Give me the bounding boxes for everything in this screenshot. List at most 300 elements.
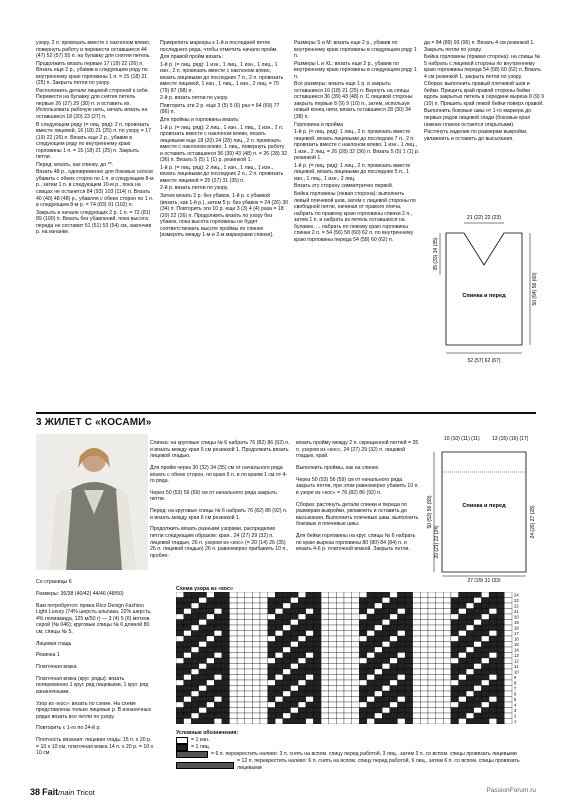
chart-cell xyxy=(275,592,283,598)
chart-cell xyxy=(336,658,344,664)
chart-cell xyxy=(214,686,222,692)
chart-cell xyxy=(298,603,306,609)
chart-cell xyxy=(443,664,451,670)
chart-cell xyxy=(336,609,344,615)
chart-cell xyxy=(481,708,489,714)
chart-cell xyxy=(397,614,405,620)
chart-cell xyxy=(184,658,192,664)
chart-cell xyxy=(313,631,321,637)
chart-cell xyxy=(474,647,482,653)
chart-cell xyxy=(443,680,451,686)
chart-cell xyxy=(313,598,321,604)
chart-cell xyxy=(229,702,237,708)
chart-cell xyxy=(459,620,467,626)
chart-cell xyxy=(397,598,405,604)
chart-cell xyxy=(481,592,489,598)
chart-cell xyxy=(474,609,482,615)
col2-paragraph: Для проймы и горловины вязать: xyxy=(160,117,240,124)
chart-cell xyxy=(260,719,268,725)
chart-cell xyxy=(237,614,245,620)
chart-cell xyxy=(413,592,421,598)
chart-cell xyxy=(229,625,237,631)
chart-cell xyxy=(474,598,482,604)
chart-cell xyxy=(481,631,489,637)
chart-cell xyxy=(413,691,421,697)
chart-cell xyxy=(321,625,329,631)
chart-cell xyxy=(313,686,321,692)
chart-cell xyxy=(275,631,283,637)
chart-cell xyxy=(252,620,260,626)
row-label: 17 xyxy=(514,631,519,636)
chart-cell xyxy=(268,631,276,637)
watermark: PassionForum.ru xyxy=(486,787,536,794)
chart-cell xyxy=(443,614,451,620)
col1-paragraph: В следующем ряду (= лиц. ряд): 2 п. провязать вместе лицевой, 16 (18) 21 (25) п. по узору = 17 (19) 22 (26) п. Вязать еще 2 р., убавив в следующем ряду по внутреннему краю горловины 1 п. = 15 (18) 21 (25) п. Закрыть петли. xyxy=(36,121,151,161)
chart-cell xyxy=(436,631,444,637)
chart-cell xyxy=(214,598,222,604)
chart-cell xyxy=(237,636,245,642)
chart-cell xyxy=(321,592,329,598)
chart-cell xyxy=(260,636,268,642)
chart-cell xyxy=(184,719,192,725)
chart-cell xyxy=(222,686,230,692)
chart-cell xyxy=(306,697,314,703)
chart-cell xyxy=(260,598,268,604)
chart-cell xyxy=(375,592,383,598)
chart-cell xyxy=(176,609,184,615)
chart-cell xyxy=(497,691,505,697)
chart-cell xyxy=(375,708,383,714)
chart-cell xyxy=(184,708,192,714)
chart-cell xyxy=(375,669,383,675)
chart-cell xyxy=(283,713,291,719)
chart-cell xyxy=(184,680,192,686)
chart-cell xyxy=(405,631,413,637)
chart-cell xyxy=(497,719,505,725)
chart-cell xyxy=(405,691,413,697)
chart-cell xyxy=(481,636,489,642)
chart-cell xyxy=(214,680,222,686)
chart-cell xyxy=(397,620,405,626)
chart-cell xyxy=(413,598,421,604)
chart-cell xyxy=(466,636,474,642)
chart-cell xyxy=(283,680,291,686)
chart-cell xyxy=(344,631,352,637)
schema-side-measure: 35 (33) 34 (35) xyxy=(433,237,439,271)
chart-cell xyxy=(229,598,237,604)
chart-cell xyxy=(252,702,260,708)
chart-cell xyxy=(375,647,383,653)
chart-cell xyxy=(283,697,291,703)
chart-cell xyxy=(359,620,367,626)
chart-cell xyxy=(367,708,375,714)
chart-cell xyxy=(237,603,245,609)
chart-cell xyxy=(481,675,489,681)
chart-cell xyxy=(291,675,299,681)
chart-cell xyxy=(497,620,505,626)
chart-cell xyxy=(474,642,482,648)
chart-cell xyxy=(352,702,360,708)
chart-cell xyxy=(237,609,245,615)
chart-cell xyxy=(497,708,505,714)
chart-cell xyxy=(359,686,367,692)
chart-cell xyxy=(459,686,467,692)
chart-cell xyxy=(474,653,482,659)
chart-cell xyxy=(184,691,192,697)
chart-cell xyxy=(352,642,360,648)
chart-cell xyxy=(489,620,497,626)
chart-cell xyxy=(436,636,444,642)
chart-cell xyxy=(207,708,215,714)
row-label: 23 xyxy=(514,598,519,603)
chart-cell xyxy=(291,609,299,615)
chart-cell xyxy=(390,631,398,637)
chart-cell xyxy=(268,647,276,653)
chart-cell xyxy=(199,713,207,719)
chart-cell xyxy=(375,719,383,725)
chart-cell xyxy=(313,719,321,725)
chart-cell xyxy=(397,609,405,615)
chart-cell xyxy=(229,675,237,681)
chart-cell xyxy=(481,658,489,664)
chart-cell xyxy=(245,614,253,620)
chart-cell xyxy=(222,592,230,598)
chart-cell xyxy=(313,609,321,615)
chart-cell xyxy=(481,713,489,719)
colb1-paragraph: Платочная вязка xyxy=(36,664,77,671)
chart-cell xyxy=(459,702,467,708)
chart-cell xyxy=(191,713,199,719)
schema-b-top-b: 13 (15) (16) (17) xyxy=(492,436,529,442)
chart-cell xyxy=(191,719,199,725)
chart-cell xyxy=(420,691,428,697)
chart-cell xyxy=(352,713,360,719)
chart-cell xyxy=(428,675,436,681)
chart-cell xyxy=(474,603,482,609)
chart-cell xyxy=(420,603,428,609)
chart-cell xyxy=(474,614,482,620)
chart-cell xyxy=(352,614,360,620)
row-label: 22 xyxy=(514,603,519,609)
chart-cell xyxy=(191,675,199,681)
chart-cell xyxy=(390,669,398,675)
chart-cell xyxy=(291,620,299,626)
chart-cell xyxy=(359,642,367,648)
chart-cell xyxy=(405,719,413,725)
chart-cell xyxy=(420,636,428,642)
chart-cell xyxy=(298,686,306,692)
chart-cell xyxy=(207,592,215,598)
chart-cell xyxy=(443,647,451,653)
chart-cell xyxy=(291,647,299,653)
chart-cell xyxy=(191,658,199,664)
chart-cell xyxy=(466,708,474,714)
chart-cell xyxy=(436,603,444,609)
chart-cell xyxy=(306,609,314,615)
chart-cell xyxy=(489,680,497,686)
chart-cell xyxy=(268,658,276,664)
chart-cell xyxy=(199,631,207,637)
colb3-paragraph: Сборка: растянуть детали спинки и переда по размерам выкройки, увлажнить и оставить до высыхания. Выполнить плечевые швы, выполнить боковые и плечевые швы. xyxy=(296,501,419,528)
chart-cell xyxy=(489,625,497,631)
chart-cell xyxy=(497,664,505,670)
chart-cell xyxy=(443,598,451,604)
chart-cell xyxy=(397,697,405,703)
chart-cell xyxy=(474,691,482,697)
chart-cell xyxy=(268,642,276,648)
chart-cell xyxy=(252,636,260,642)
chart-cell xyxy=(382,664,390,670)
chart-cell xyxy=(481,664,489,670)
chart-cell xyxy=(344,598,352,604)
chart-cell xyxy=(283,647,291,653)
chart-cell xyxy=(504,669,512,675)
chart-cell xyxy=(298,642,306,648)
chart-cell xyxy=(359,664,367,670)
chart-cell xyxy=(451,625,459,631)
chart-cell xyxy=(352,697,360,703)
chart-cell xyxy=(207,713,215,719)
chart-cell xyxy=(298,702,306,708)
col2-paragraph: Затем вязать 2 р. без убавок, 1-й р. с убавкой (вязать, как 1-й р.), затем 5 р. без убавок = 24 (26) 30 (34) п. Повторить эти 10 р. еще 3 (3) 4 (4) раза = 18 (20) 22 (26) п. Продолжить вязать по узору без убавок, пока высота горловины не будет соответствовать высоте проймы по спинке [измерять между 1-м и 2-м маркерами спинки]. xyxy=(160,193,288,239)
col3-paragraph: Вязать эту сторону симметрично первой. xyxy=(294,183,394,190)
chart-cell xyxy=(245,620,253,626)
chart-cell xyxy=(489,603,497,609)
chart-cell xyxy=(207,647,215,653)
chart-cell xyxy=(504,708,512,714)
chart-cell xyxy=(405,669,413,675)
chart-cell xyxy=(199,664,207,670)
chart-cell xyxy=(229,658,237,664)
chart-cell xyxy=(329,669,337,675)
chart-cell xyxy=(344,642,352,648)
chart-cell xyxy=(184,598,192,604)
chart-cell xyxy=(321,620,329,626)
chart-cell xyxy=(291,697,299,703)
chart-cell xyxy=(252,592,260,598)
chart-cell xyxy=(252,686,260,692)
chart-cell xyxy=(489,664,497,670)
chart-cell xyxy=(474,702,482,708)
chart-cell xyxy=(245,680,253,686)
chart-cell xyxy=(481,620,489,626)
chart-cell xyxy=(275,664,283,670)
chart-cell xyxy=(405,664,413,670)
chart-cell xyxy=(420,653,428,659)
col4-paragraph: да = 84 (89) 93 (96) п. Вязать 4 см резинкой 1. Закрыть петли по узору. xyxy=(424,40,535,53)
chart-cell xyxy=(443,708,451,714)
chart-cell xyxy=(229,697,237,703)
chart-cell xyxy=(222,603,230,609)
chart-cell xyxy=(199,708,207,714)
row-label: 15 xyxy=(514,642,519,647)
chart-cell xyxy=(451,691,459,697)
chart-cell xyxy=(260,631,268,637)
chart-cell xyxy=(390,625,398,631)
chart-cell xyxy=(367,664,375,670)
chart-cell xyxy=(382,702,390,708)
chart-cell xyxy=(321,614,329,620)
chart-cell xyxy=(268,686,276,692)
chart-cell xyxy=(451,697,459,703)
row-label: 13 xyxy=(514,653,519,658)
chart-cell xyxy=(405,636,413,642)
chart-cell xyxy=(329,675,337,681)
col2-paragraph: Прикрепить маркеры к 1-й и последней петле последнего ряда, чтобы отметить начало пройм. xyxy=(160,40,278,53)
chart-cell xyxy=(397,708,405,714)
chart-cell xyxy=(207,680,215,686)
chart-cell xyxy=(413,669,421,675)
chart-cell xyxy=(222,702,230,708)
chart-cell xyxy=(413,713,421,719)
chart-cell xyxy=(504,631,512,637)
chart-cell xyxy=(268,719,276,725)
col4-paragraph: Бейка горловины (правая сторона): на спицы № 5 набрать с лицевой стороны по внутреннему краю горловины переда 54 (58) 60 (62) п. Вязать 4 см резинкой 1, закрыть петли по узору. xyxy=(424,54,541,80)
chart-cell xyxy=(481,669,489,675)
chart-cell xyxy=(176,620,184,626)
chart-cell xyxy=(413,719,421,725)
chart-cell xyxy=(390,680,398,686)
chart-cell xyxy=(397,680,405,686)
chart-cell xyxy=(252,653,260,659)
chart-cell xyxy=(359,702,367,708)
chart-cell xyxy=(176,647,184,653)
chart-cell xyxy=(199,636,207,642)
chart-cell xyxy=(306,713,314,719)
chart-cell xyxy=(443,713,451,719)
chart-cell xyxy=(313,697,321,703)
chart-cell xyxy=(283,636,291,642)
chart-cell xyxy=(268,680,276,686)
chart-cell xyxy=(451,680,459,686)
chart-cell xyxy=(268,675,276,681)
chart-cell xyxy=(436,609,444,615)
chart-cell xyxy=(459,642,467,648)
chart-cell xyxy=(313,603,321,609)
chart-cell xyxy=(245,702,253,708)
col2-paragraph: Для правой пройм вязать: xyxy=(160,54,223,61)
chart-cell xyxy=(329,614,337,620)
chart-cell xyxy=(214,664,222,670)
chart-cell xyxy=(222,708,230,714)
chart-cell xyxy=(298,625,306,631)
colb3-paragraph: Для бейки горловины на круг. спицы № 6 набрать по краю выреза горловины 80 (80) 84 (84) п. и вязать 4-6 р. платочной вязкой. Закрыть петли. xyxy=(296,532,416,553)
colb2-paragraph: Перед: на круговые спицы № 6 набрать 76 (82) 86 (92) п. и вязать между края 6 см резинкой 1. xyxy=(150,508,288,521)
chart-cell xyxy=(207,664,215,670)
chart-cell xyxy=(459,598,467,604)
col3-paragraph: 1-й р. (= лиц. ряд): 1 лиц., 2 п. провязать вместе лицевой, вязать лицевыми до последних 7 п., 2 п. провязать вместе с наклоном влево, 1 изн., 1 лиц., 1 изн., 2 лиц. = 26 (28) 32 (36) п. Вязать 5 (5) 1 (1) р. резинкой 1. xyxy=(294,129,420,162)
chart-cell xyxy=(405,614,413,620)
chart-cell xyxy=(405,609,413,615)
chart-cell xyxy=(428,680,436,686)
chart-cell xyxy=(176,653,184,659)
chart-cell xyxy=(199,697,207,703)
chart-cell xyxy=(260,647,268,653)
chart-cell xyxy=(207,686,215,692)
chart-cell xyxy=(420,614,428,620)
chart-cell xyxy=(466,675,474,681)
chart-cell xyxy=(397,653,405,659)
chart-cell xyxy=(466,598,474,604)
chart-cell xyxy=(497,598,505,604)
chart-cell xyxy=(397,691,405,697)
chart-cell xyxy=(352,691,360,697)
chart-cell xyxy=(191,697,199,703)
chart-cell xyxy=(390,686,398,692)
chart-cell xyxy=(306,625,314,631)
chart-cell xyxy=(459,719,467,725)
chart-cell xyxy=(443,631,451,637)
chart-cell xyxy=(229,669,237,675)
chart-cell xyxy=(443,636,451,642)
chart-cell xyxy=(275,713,283,719)
chart-cell xyxy=(459,691,467,697)
chart-cell xyxy=(367,719,375,725)
chart-cell xyxy=(489,609,497,615)
chart-cell xyxy=(222,664,230,670)
chart-cell xyxy=(474,686,482,692)
chart-cell xyxy=(397,702,405,708)
chart-cell xyxy=(283,664,291,670)
chart-cell xyxy=(504,713,512,719)
chart-cell xyxy=(428,664,436,670)
chart-cell xyxy=(405,702,413,708)
chart-cell xyxy=(329,664,337,670)
chart-cell xyxy=(184,625,192,631)
chart-cell xyxy=(489,675,497,681)
chart-cell xyxy=(443,642,451,648)
chart-cell xyxy=(229,719,237,725)
chart-cell xyxy=(474,625,482,631)
chart-cell xyxy=(436,719,444,725)
chart-cell xyxy=(321,598,329,604)
chart-cell xyxy=(352,598,360,604)
chart-cell xyxy=(489,708,497,714)
chart-cell xyxy=(214,708,222,714)
col3-paragraph: Все размеры: вязать еще 1 р. и закрыть оставшиеся 16 (18) 21 (25) п. Вернуть на спицы оставшиеся 36 (39) 43 (48) п. С лицевой стороны закрыть первые 8 (9) 9 (10) п., затем, используя новый конец нити, вязать оставшиеся 28 (30) 34 (38) п. xyxy=(294,81,413,121)
chart-cell xyxy=(313,669,321,675)
chart-cell xyxy=(336,702,344,708)
chart-cell xyxy=(420,719,428,725)
chart-cell xyxy=(298,614,306,620)
chart-cell xyxy=(382,686,390,692)
chart-cell xyxy=(336,614,344,620)
chart-cell xyxy=(413,697,421,703)
chart-cell xyxy=(229,614,237,620)
chart-cell xyxy=(489,647,497,653)
chart-cell xyxy=(291,713,299,719)
chart-cell xyxy=(283,708,291,714)
chart-cell xyxy=(268,603,276,609)
chart-cell xyxy=(497,609,505,615)
chart-cell xyxy=(459,625,467,631)
chart-cell xyxy=(214,625,222,631)
chart-cell xyxy=(382,691,390,697)
chart-cell xyxy=(207,642,215,648)
chart-cell xyxy=(489,631,497,637)
chart-title: Схема узора из «кос» xyxy=(176,586,233,592)
chart-cell xyxy=(207,636,215,642)
col1-paragraph: Расположить детали лицевой стороной к себе. Перевести на булавку для снятия петель первые 26 (27) 29 (30) п. и оставить их. Использовать рабочую нить, начать вязать на оставшиеся 18 (20) 23 (27) п. xyxy=(36,87,150,121)
chart-cell xyxy=(459,708,467,714)
chart-cell xyxy=(222,614,230,620)
chart-cell xyxy=(329,653,337,659)
chart-cell xyxy=(367,598,375,604)
chart-cell xyxy=(245,647,253,653)
chart-cell xyxy=(436,702,444,708)
chart-cell xyxy=(313,653,321,659)
page-footer xyxy=(30,787,95,797)
